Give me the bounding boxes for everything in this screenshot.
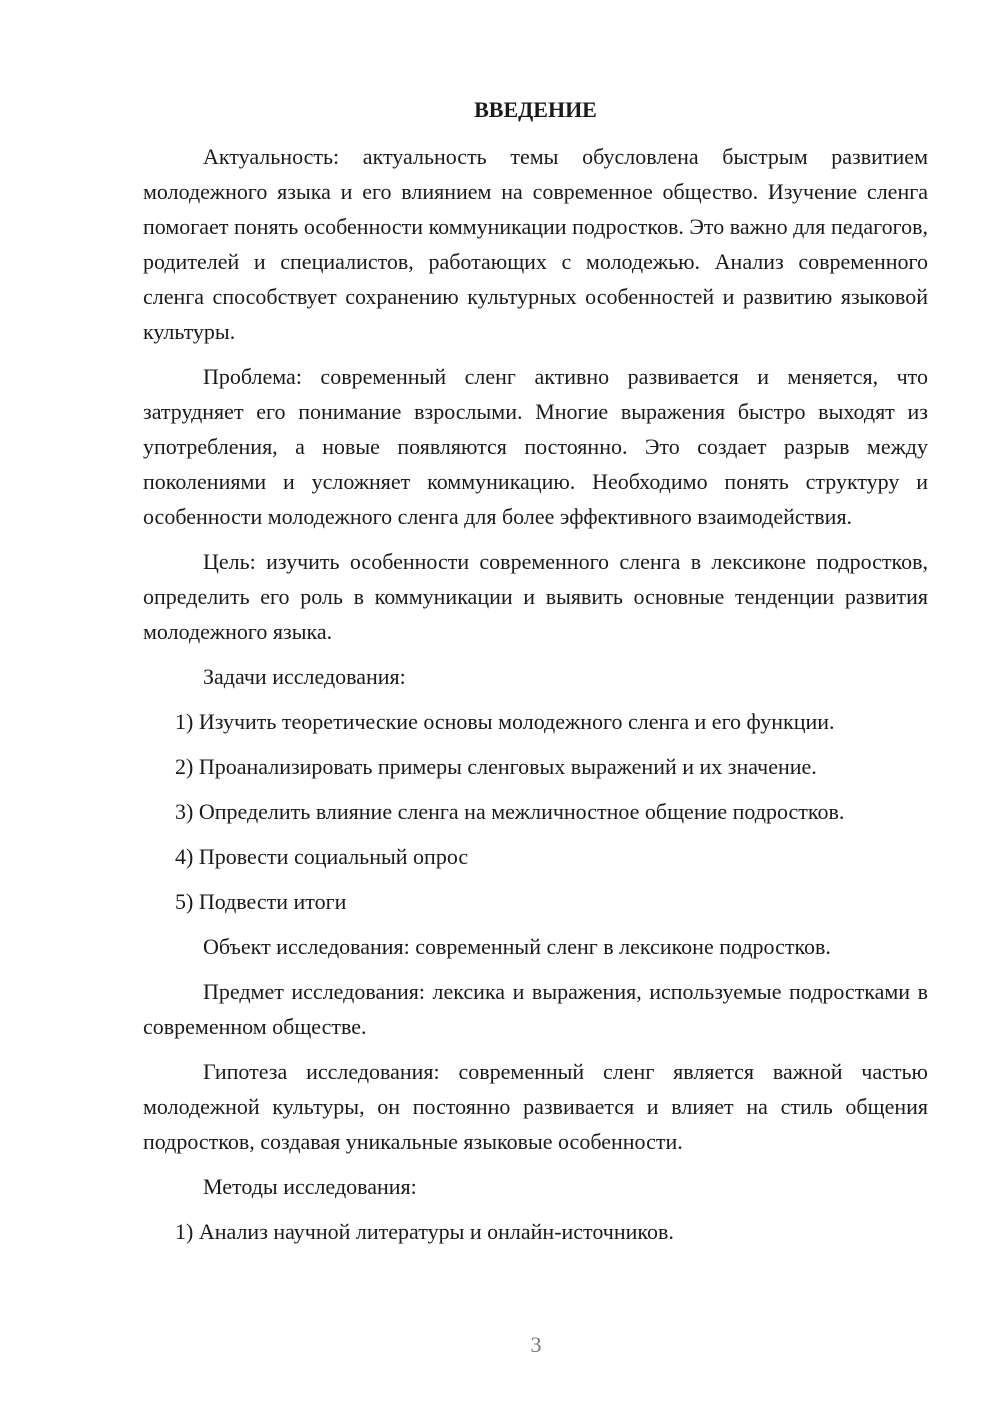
- goal-paragraph: Цель: изучить особенности современного сленга в лексиконе подростков, определить его роль в коммуникации и выявить основные тенденции развития молодежного языка.: [143, 549, 928, 644]
- document-page: [143, 95, 928, 1259]
- hypothesis-paragraph: Гипотеза исследования: современный сленг является важной частью молодежной культуры, он постоянно развивается и влияет на стиль общения подростков, создавая уникальные языковые особенности.: [143, 1059, 928, 1154]
- object-paragraph: Объект исследования: современный сленг в лексиконе подростков.: [203, 934, 831, 959]
- subject-paragraph: Предмет исследования: лексика и выражения, используемые подростками в современном обществе.: [143, 979, 928, 1039]
- section-title: ВВЕДЕНИЕ: [474, 97, 597, 122]
- problem-paragraph: Проблема: современный сленг активно развивается и меняется, что затрудняет его понимание взрослыми. Многие выражения быстро выходят из употребления, а новые появляются постоянно. Это создает разрыв между поколениями и усложняет коммуникацию. Необходимо понять структуру и особенности молодежного сленга для более эффективного взаимодействия.: [143, 364, 928, 529]
- task-item-1: 1) Изучить теоретические основы молодежного сленга и его функции.: [175, 709, 835, 734]
- task-item-5: 5) Подвести итоги: [175, 889, 347, 914]
- methods-label: Методы исследования:: [203, 1174, 417, 1199]
- task-item-3: 3) Определить влияние сленга на межличностное общение подростков.: [175, 799, 845, 824]
- tasks-label: Задачи исследования:: [203, 664, 406, 689]
- task-item-2: 2) Проанализировать примеры сленговых выражений и их значение.: [175, 754, 817, 779]
- task-item-4: 4) Провести социальный опрос: [175, 844, 469, 869]
- method-item-1: 1) Анализ научной литературы и онлайн-источников.: [175, 1219, 674, 1244]
- page-number: 3: [530, 1332, 542, 1357]
- relevance-paragraph: Актуальность: актуальность темы обусловлена быстрым развитием молодежного языка и его влиянием на современное общество. Изучение сленга помогает понять особенности коммуникации подростков. Это важно для педагогов, родителей и специалистов, работающих с молодежью. Анализ современного сленга способствует сохранению культурных особенностей и развитию языковой культуры.: [143, 144, 928, 344]
